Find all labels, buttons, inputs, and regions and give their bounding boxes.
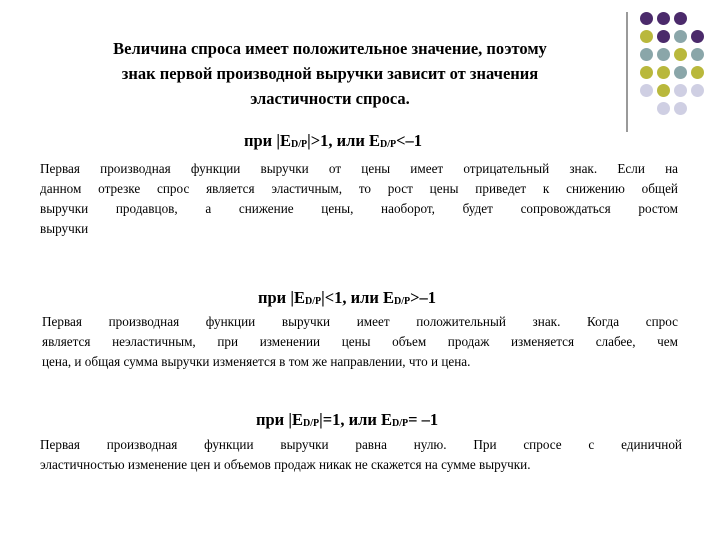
purple-dot [657,30,670,43]
heading-subscript: D/P [304,296,322,307]
heading-subscript: D/P [302,418,320,429]
title-line: эластичности спроса. [250,89,410,108]
section-paragraph-unit [40,435,682,475]
slide-title [40,36,620,111]
olive-dot [640,66,653,79]
lavender-dot [691,84,704,97]
heading-subscript: D/P [290,139,308,150]
paragraph-line: эластичностью изменение цен и объемов продаж никак не скажется на сумме выручки. [40,457,531,472]
heading-subscript: D/P [392,418,409,429]
heading-text: = –1 [408,410,439,429]
heading-text: >–1 [410,288,437,307]
olive-dot [657,84,670,97]
paragraph-line: Первая производная функции выручки от цены имеет отрицательный знак. Если на [40,161,678,176]
heading-text: |>1, или E [307,131,381,150]
heading-text: |<1, или E [321,288,395,307]
paragraph-line: выручки продавцов, а снижение цены, наоборот, будет сопровождаться ростом [40,201,678,216]
olive-dot [640,30,653,43]
section-heading-unit [256,410,438,430]
teal-dot [691,48,704,61]
heading-text: при |E [256,410,303,429]
paragraph-line: выручки [40,221,89,236]
lavender-dot [674,84,687,97]
heading-subscript: D/P [394,296,411,307]
purple-dot [691,30,704,43]
olive-dot [674,48,687,61]
heading-text: <–1 [396,131,423,150]
paragraph-line: является неэластичным, при изменении цены объем продаж изменяется слабее, чем [42,334,678,349]
purple-dot [674,12,687,25]
paragraph-line: Первая производная функции выручки равна нулю. При спросе с единичной [40,437,682,452]
section-paragraph-elastic [40,159,678,239]
purple-dot [657,12,670,25]
heading-text: при |E [258,288,305,307]
lavender-dot [657,102,670,115]
olive-dot [657,66,670,79]
paragraph-line: цена, и общая сумма выручки изменяется в том же направлении, что и цена. [42,354,471,369]
title-line: Величина спроса имеет положительное значение, поэтому [113,39,547,58]
section-paragraph-inelastic [42,312,678,372]
section-heading-inelastic [258,288,436,308]
olive-dot [691,66,704,79]
teal-dot [674,30,687,43]
heading-subscript: D/P [380,139,397,150]
teal-dot [640,48,653,61]
teal-dot [657,48,670,61]
title-line: знак первой производной выручки зависит от значения [121,64,539,83]
decorative-dot-grid [640,12,710,132]
paragraph-line: данном отрезке спрос является эластичным, то рост цены приведет к снижению общей [40,181,678,196]
section-heading-elastic [244,131,422,151]
purple-dot [640,12,653,25]
teal-dot [674,66,687,79]
paragraph-line: Первая производная функции выручки имеет положительный знак. Когда спрос [42,314,678,329]
heading-text: |=1, или E [319,410,393,429]
decorative-divider [626,12,628,132]
lavender-dot [674,102,687,115]
heading-text: при |E [244,131,291,150]
lavender-dot [640,84,653,97]
